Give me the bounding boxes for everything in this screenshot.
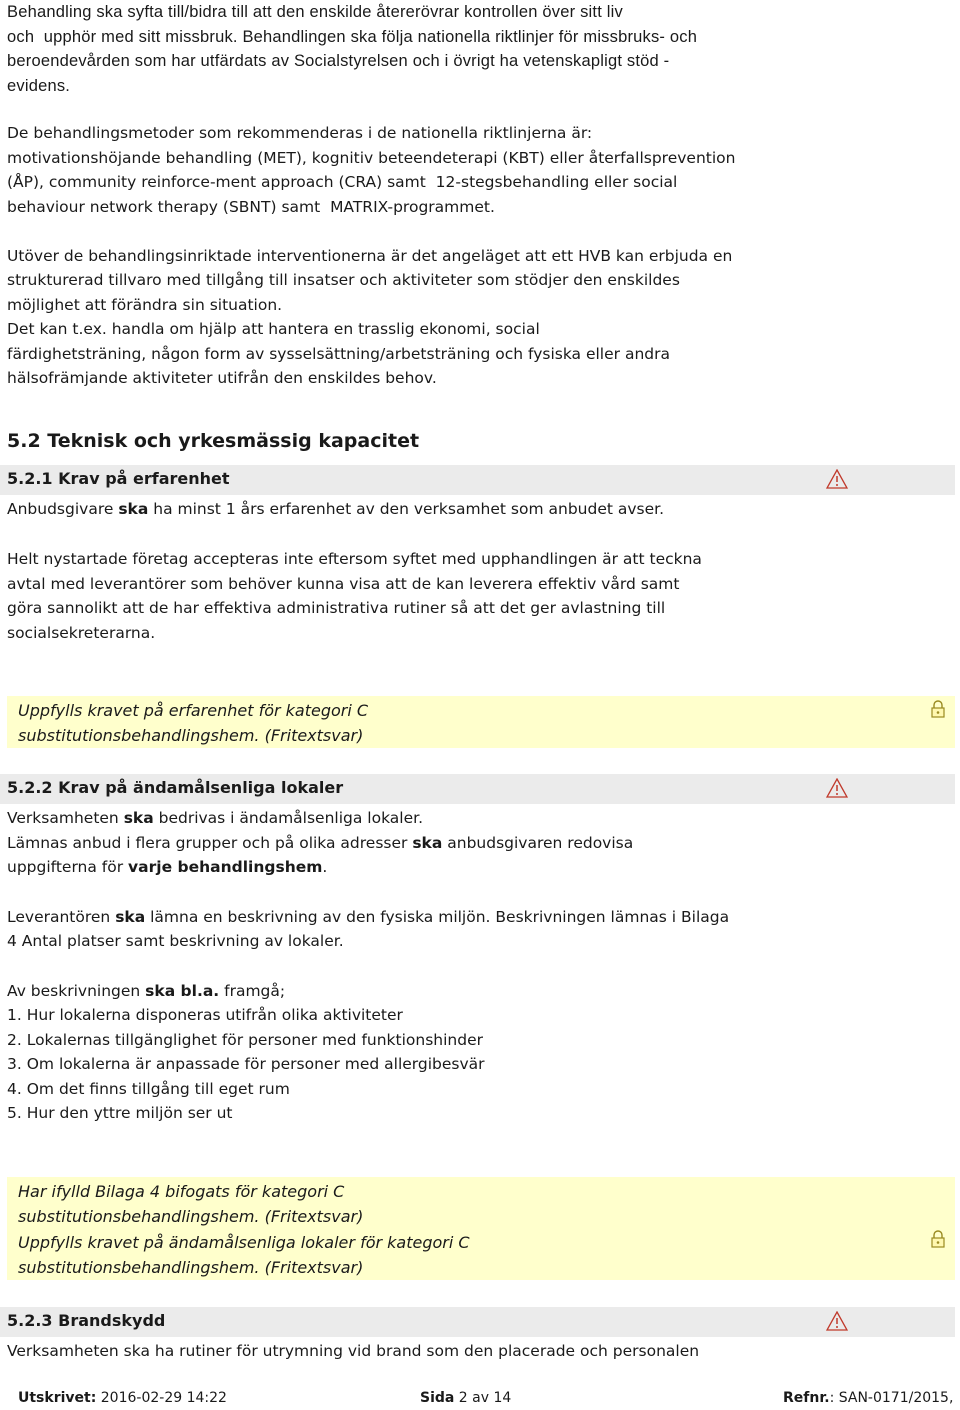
text-line: Utöver de behandlingsinriktade interventionerna är det angeläget att ett HVB kan erbjuda en (7, 246, 733, 265)
footer-label: Utskrivet: (18, 1390, 97, 1406)
list-item: 1. Hur lokalerna disponeras utifrån olika aktiviteter (7, 1006, 403, 1024)
text-line: och upphör med sitt missbruk. Behandlingen ska följa nationella riktlinjer för missbruks- och (7, 27, 698, 46)
text-line: strukturerad tillvaro med tillgång till insatser och aktiviteter som stödjer den enskildes (7, 271, 680, 289)
text-span: anbudsgivaren redovisa (442, 833, 634, 852)
footer-printed (18, 1390, 227, 1406)
emphasis: ska (115, 907, 146, 926)
text-line: hälsofrämjande aktiviteter utifrån den enskildes behov. (7, 369, 437, 387)
footer-page (420, 1390, 511, 1406)
text-line: beroendevården som har utfärdats av Socialstyrelsen och i övrigt ha vetenskapligt stöd - (7, 52, 670, 70)
requirement-title: 5.2.1 Krav på erfarenhet (7, 469, 230, 488)
text-line: Det kan t.ex. handla om hjälp att hantera en trasslig ekonomi, social (7, 320, 540, 338)
emphasis: varje behandlingshem (128, 858, 323, 876)
emphasis: ska (123, 809, 154, 827)
requirement-text (7, 979, 952, 1004)
requirement-header-5-2-3 (0, 1307, 955, 1337)
text-span: Verksamheten (7, 809, 124, 827)
requirement-text (7, 497, 952, 522)
requirement-text (7, 905, 952, 930)
text-line: motivationshöjande behandling (MET), kognitiv beteendeterapi (KBT) eller återfallsprevention (7, 148, 736, 167)
requirement-text (7, 855, 952, 880)
text-line: (ÅP), community reinforce-ment approach (CRA) samt 12-stegsbehandling eller social (7, 173, 678, 191)
answer-question: substitutionsbehandlingshem. (Fritextsvar) (18, 1257, 364, 1277)
footer-value: 2016-02-29 14:22 (96, 1390, 227, 1406)
warning-icon[interactable] (826, 778, 848, 798)
warning-icon[interactable] (826, 1311, 848, 1331)
text-span: uppgifterna för (7, 858, 129, 876)
text-line: behaviour network therapy (SBNT) samt MATRIX-programmet. (7, 197, 495, 216)
text-line: De behandlingsmetoder som rekommenderas i de nationella riktlinjerna är: (7, 124, 593, 142)
answer-question: substitutionsbehandlingshem. (Fritextsvar) (18, 725, 364, 745)
text-line: socialsekreterarna. (7, 623, 156, 642)
requirement-header-5-2-1 (0, 465, 955, 495)
section-heading: 5.2 Teknisk och yrkesmässig kapacitet (7, 430, 420, 452)
footer-label: Sida (420, 1390, 455, 1406)
text-line: färdighetsträning, någon form av sysselsättning/arbetsträning och fysiska eller andra (7, 344, 670, 363)
text-span: framgå; (219, 981, 286, 1000)
emphasis: ska (118, 500, 149, 518)
requirement-text: 4 Antal platser samt beskrivning av lokaler. (7, 932, 344, 950)
text-span: Leverantören (7, 907, 116, 926)
text-span: lämna en beskrivning av den fysiska miljön. Beskrivningen lämnas i Bilaga (145, 907, 730, 926)
footer-reference (783, 1390, 953, 1406)
lock-icon[interactable] (929, 699, 947, 719)
requirement-text (7, 806, 952, 831)
answer-box[interactable] (7, 1177, 955, 1280)
answer-box[interactable] (7, 696, 955, 748)
text-line: möjlighet att förändra sin situation. (7, 295, 283, 314)
text-line: avtal med leverantörer som behöver kunna visa att de kan leverera effektiv vård samt (7, 574, 680, 593)
text-span: ha minst 1 års erfarenhet av den verksamhet som anbudet avser. (148, 500, 665, 518)
text-line: göra sannolikt att de har effektiva administrativa rutiner så att det ger avlastning till (7, 599, 666, 617)
requirement-header-5-2-2 (0, 774, 955, 804)
list-item: 4. Om det finns tillgång till eget rum (7, 1079, 290, 1098)
lock-icon[interactable] (929, 1229, 947, 1249)
list-item: 3. Om lokalerna är anpassade för personer med allergibesvär (7, 1055, 485, 1073)
answer-question: Uppfylls kravet på erfarenhet för kategori C (18, 701, 369, 720)
answer-question: Uppfylls kravet på ändamålsenliga lokaler för kategori C (18, 1233, 470, 1252)
answer-question: substitutionsbehandlingshem. (Fritextsvar) (18, 1206, 364, 1226)
text-span: bedrivas i ändamålsenliga lokaler. (153, 809, 423, 827)
emphasis: ska bl.a. (145, 981, 220, 1000)
requirement-text: Verksamheten ska ha rutiner för utrymning vid brand som den placerade och personalen (7, 1342, 700, 1360)
text-span: Anbudsgivare (7, 500, 119, 518)
text-span: Lämnas anbud i flera grupper och på olika adresser (7, 833, 413, 852)
warning-icon[interactable] (826, 469, 848, 489)
footer-label: Refnr. (783, 1390, 830, 1406)
text-line: Behandling ska syfta till/bidra till att den enskilde återerövrar kontrollen över sitt liv (7, 3, 623, 21)
list-item: 2. Lokalernas tillgänglighet för personer med funktionshinder (7, 1030, 483, 1049)
list-item: 5. Hur den yttre miljön ser ut (7, 1104, 233, 1122)
footer-value: : SAN-0171/2015, (829, 1390, 954, 1406)
text-line: evidens. (7, 76, 71, 95)
text-line: Helt nystartade företag accepteras inte eftersom syftet med upphandlingen är att teckna (7, 550, 702, 568)
requirement-title: 5.2.2 Krav på ändamålsenliga lokaler (7, 778, 344, 797)
requirement-title: 5.2.3 Brandskydd (7, 1311, 166, 1330)
emphasis: ska (412, 833, 443, 852)
text-span: Av beskrivningen (7, 981, 146, 1000)
answer-question: Har ifylld Bilaga 4 bifogats för kategori C (18, 1182, 345, 1201)
footer-value: 2 av 14 (454, 1390, 512, 1406)
requirement-text (7, 831, 952, 856)
text-span: . (322, 858, 328, 876)
